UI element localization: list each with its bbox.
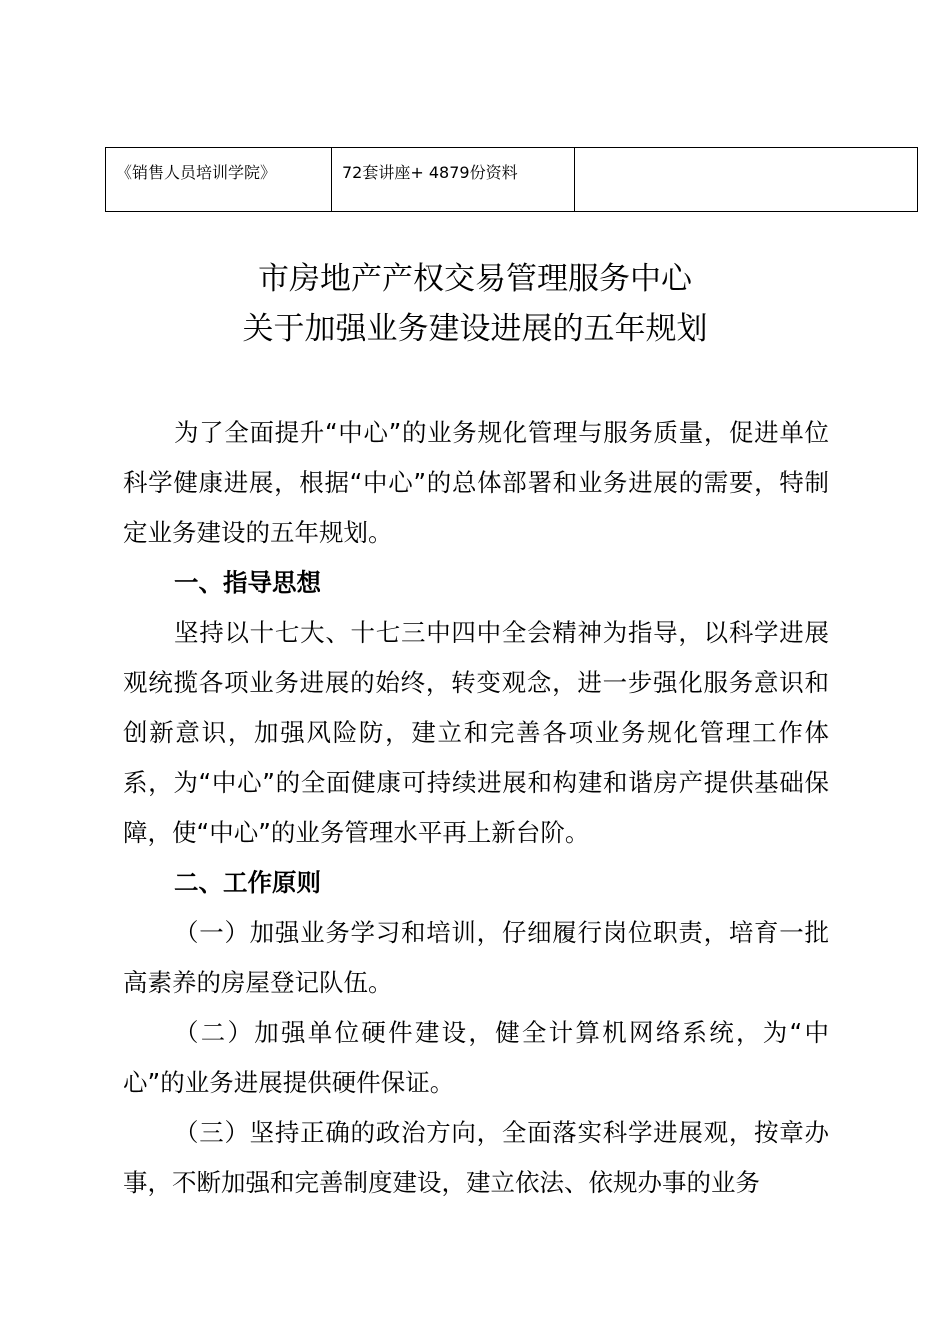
header-table	[105, 147, 918, 212]
principle-item-1: （一）加强业务学习和培训，仔细履行岗位职责，培育一批高素养的房屋登记队伍。	[123, 918, 829, 997]
header-cell-empty	[575, 148, 918, 212]
intro-paragraph: 为了全面提升“中心”的业务规化管理与服务质量，促进单位科学健康进展，根据“中心”的总体部署和业务进展的需要，特制定业务建设的五年规划。	[123, 418, 829, 547]
document-title-line-1: 市房地产产权交易管理服务中心	[258, 261, 692, 297]
section-heading-work-principles: 二、工作原则	[174, 868, 321, 897]
section-paragraph-guiding-ideology: 坚持以十七大、十七三中四中全会精神为指导，以科学进展观统揽各项业务进展的始终，转变观念，进一步强化服务意识和创新意识，加强风险防，建立和完善各项业务规化管理工作体系，为“中心”的全面健康可持续进展和构建和谐房产提供基础保障，使“中心”的业务管理水平再上新台阶。	[123, 618, 829, 847]
header-cell-course-name: 《销售人员培训学院》	[106, 148, 332, 212]
document-body	[123, 408, 829, 1208]
principle-item-2: （二）加强单位硬件建设，健全计算机网络系统，为“中心”的业务进展提供硬件保证。	[123, 1018, 829, 1097]
principle-item-3: （三）坚持正确的政治方向，全面落实科学进展观，按章办事，不断加强和完善制度建设，建立依法、依规办事的业务	[123, 1118, 829, 1197]
document-title-line-2: 关于加强业务建设进展的五年规划	[242, 311, 708, 347]
header-table-row	[106, 148, 918, 212]
header-cell-course-content: 72套讲座+ 4879份资料	[332, 148, 575, 212]
section-heading-guiding-ideology: 一、指导思想	[174, 568, 321, 597]
